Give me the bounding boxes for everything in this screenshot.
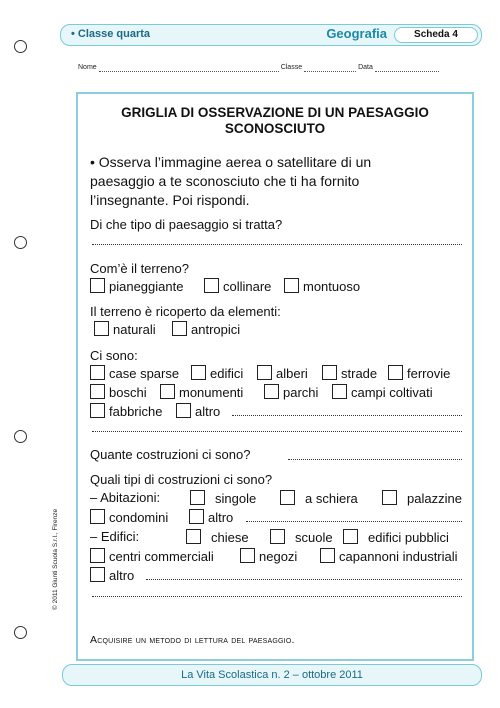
- option-label: collinare: [223, 279, 272, 294]
- option-alberi[interactable]: [257, 365, 308, 381]
- option-label: boschi: [109, 385, 147, 400]
- option-label: montuoso: [303, 279, 361, 294]
- option-collinare[interactable]: [204, 278, 271, 294]
- option-altro-edifici[interactable]: [90, 567, 134, 583]
- checkbox[interactable]: [322, 365, 337, 380]
- question-coverage: Il terreno è ricoperto da elementi:: [90, 304, 281, 319]
- option-label: case sparse: [109, 366, 180, 381]
- edifici-label: – Edifici:: [90, 529, 140, 544]
- option-label: monumenti: [179, 385, 244, 400]
- option-naturali[interactable]: [94, 321, 156, 337]
- date-label: Data: [358, 64, 373, 71]
- option-montuoso[interactable]: [284, 278, 360, 294]
- answer-line-altro-edifici[interactable]: [146, 578, 462, 580]
- checkbox[interactable]: [264, 384, 279, 399]
- answer-line-2[interactable]: [92, 430, 462, 432]
- option-label: edifici: [210, 366, 244, 381]
- answer-line-altro-elementi[interactable]: [232, 414, 462, 416]
- option-label: strade: [341, 366, 378, 381]
- option-label: pianeggiante: [109, 279, 184, 294]
- option-label: capannoni industriali: [339, 549, 458, 564]
- abitazioni-label: – Abitazioni:: [90, 490, 161, 505]
- binder-hole-3: [14, 430, 27, 443]
- footer-bar: [62, 664, 482, 686]
- title-line-1: GRIGLIA DI OSSERVAZIONE DI UN PAESAGGIO: [121, 105, 429, 120]
- class-label: • Classe quarta: [71, 28, 151, 40]
- option-label: ferrovie: [407, 366, 451, 381]
- checkbox[interactable]: [172, 321, 187, 336]
- class-field[interactable]: [304, 64, 356, 72]
- intro-line-1: • Osserva l’immagine aerea o satellitare di un: [90, 154, 372, 170]
- answer-line-1[interactable]: [92, 243, 462, 245]
- option-singole[interactable]: [190, 490, 256, 506]
- checkbox[interactable]: [90, 278, 105, 293]
- checkbox[interactable]: [284, 278, 299, 293]
- checkbox[interactable]: [186, 529, 201, 544]
- option-label: altro: [195, 404, 221, 419]
- answer-line-3[interactable]: [92, 595, 462, 597]
- checkbox[interactable]: [343, 529, 358, 544]
- checkbox[interactable]: [382, 490, 397, 505]
- checkbox[interactable]: [90, 365, 105, 380]
- question-elements: Ci sono:: [90, 348, 138, 363]
- option-parchi[interactable]: [264, 384, 318, 400]
- option-campi-coltivati[interactable]: [332, 384, 433, 400]
- question-terrain: Com’è il terreno?: [90, 261, 189, 276]
- question-landscape-type: Di che tipo di paesaggio si tratta?: [90, 217, 283, 232]
- option-a-schiera[interactable]: [280, 490, 358, 506]
- option-palazzine[interactable]: [382, 490, 462, 506]
- option-label: alberi: [276, 366, 308, 381]
- option-antropici[interactable]: [172, 321, 240, 337]
- option-label: a schiera: [305, 491, 358, 506]
- option-label: condomini: [109, 510, 169, 525]
- option-label: parchi: [283, 385, 319, 400]
- copyright-note: © 2011 Giunti Scuola S.r.l., Firenze: [52, 508, 59, 610]
- option-capannoni-industriali[interactable]: [320, 548, 458, 564]
- name-label: Nome: [78, 64, 97, 71]
- option-edifici-pubblici[interactable]: [343, 529, 449, 545]
- option-label: altro: [109, 568, 135, 583]
- class-field-label: Classe: [280, 64, 303, 71]
- checkbox[interactable]: [388, 365, 403, 380]
- question-building-count: Quante costruzioni ci sono?: [90, 447, 251, 462]
- option-centri-commerciali[interactable]: [90, 548, 214, 564]
- binder-hole-2: [14, 236, 27, 249]
- binder-hole-1: [14, 40, 27, 53]
- option-scuole[interactable]: [270, 529, 333, 545]
- option-label: negozi: [259, 549, 298, 564]
- option-label: fabbriche: [109, 404, 163, 419]
- option-altro-elementi[interactable]: [176, 403, 220, 419]
- checkbox[interactable]: [189, 509, 204, 524]
- option-monumenti[interactable]: [160, 384, 243, 400]
- checkbox[interactable]: [257, 365, 272, 380]
- option-negozi[interactable]: [240, 548, 297, 564]
- learning-objective: Acquisire un metodo di lettura del paesaggio.: [90, 634, 295, 646]
- checkbox[interactable]: [90, 403, 105, 418]
- worksheet-title: [80, 105, 470, 137]
- option-edifici[interactable]: [191, 365, 243, 381]
- option-fabbriche[interactable]: [90, 403, 162, 419]
- option-label: campi coltivati: [351, 385, 433, 400]
- option-boschi[interactable]: [90, 384, 147, 400]
- answer-line-altro-abitazioni[interactable]: [246, 520, 462, 522]
- title-line-2: SCONOSCIUTO: [224, 121, 326, 136]
- option-strade[interactable]: [322, 365, 377, 381]
- checkbox[interactable]: [320, 548, 335, 563]
- checkbox[interactable]: [270, 529, 285, 544]
- checkbox[interactable]: [280, 490, 295, 505]
- checkbox[interactable]: [240, 548, 255, 563]
- option-label: antropici: [191, 322, 241, 337]
- checkbox[interactable]: [90, 548, 105, 563]
- checkbox[interactable]: [90, 567, 105, 582]
- checkbox[interactable]: [190, 490, 205, 505]
- header-bar: [60, 24, 482, 46]
- option-label: edifici pubblici: [368, 530, 449, 545]
- option-ferrovie[interactable]: [388, 365, 450, 381]
- footer-text: La Vita Scolastica n. 2 – ottobre 2011: [181, 669, 363, 681]
- checkbox[interactable]: [191, 365, 206, 380]
- option-label: scuole: [295, 530, 333, 545]
- student-info-row: [78, 64, 439, 72]
- checkbox[interactable]: [90, 509, 105, 524]
- option-altro-abitazioni[interactable]: [189, 509, 233, 525]
- question-building-types: Quali tipi di costruzioni ci sono?: [90, 472, 273, 487]
- option-label: chiese: [211, 530, 249, 545]
- option-label: singole: [215, 491, 257, 506]
- option-pianeggiante[interactable]: [90, 278, 183, 294]
- sheet-label: Scheda 4: [394, 27, 478, 43]
- date-field[interactable]: [375, 64, 439, 72]
- intro-line-3: l’insegnante. Poi rispondi.: [90, 192, 250, 208]
- checkbox[interactable]: [160, 384, 175, 399]
- option-label: altro: [208, 510, 234, 525]
- binder-hole-4: [14, 626, 27, 639]
- subject-label: Geografia: [326, 26, 387, 41]
- option-condomini[interactable]: [90, 509, 168, 525]
- option-chiese[interactable]: [186, 529, 249, 545]
- option-label: naturali: [113, 322, 156, 337]
- checkbox[interactable]: [94, 321, 109, 336]
- answer-line-count[interactable]: [288, 458, 462, 460]
- checkbox[interactable]: [90, 384, 105, 399]
- name-field[interactable]: [99, 64, 279, 72]
- checkbox[interactable]: [332, 384, 347, 399]
- checkbox[interactable]: [176, 403, 191, 418]
- option-case-sparse[interactable]: [90, 365, 179, 381]
- option-label: centri commerciali: [109, 549, 214, 564]
- checkbox[interactable]: [204, 278, 219, 293]
- option-label: palazzine: [407, 491, 462, 506]
- intro-line-2: paesaggio a te sconosciuto che ti ha fornito: [90, 173, 360, 189]
